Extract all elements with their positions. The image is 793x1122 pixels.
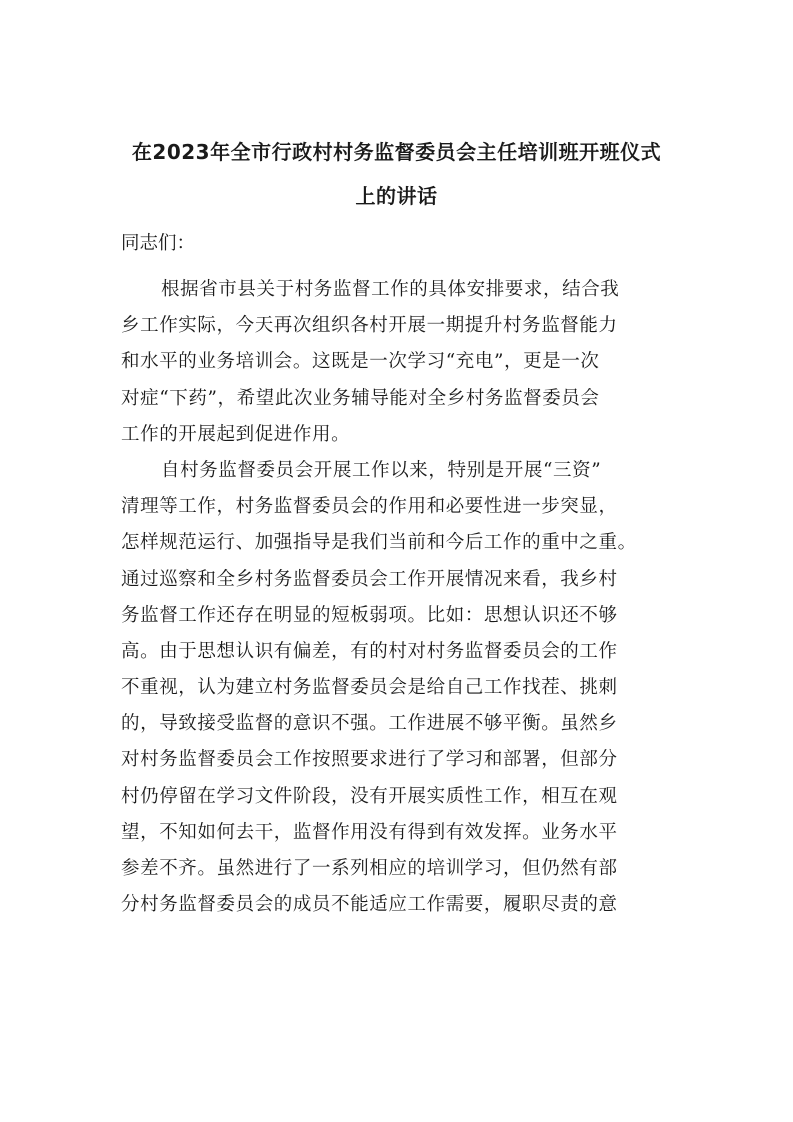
body-line: 对村务监督委员会工作按照要求进行了学习和部署，但部分	[121, 749, 618, 771]
salutation: 同志们：	[121, 233, 196, 254]
body-line: 参差不齐。虽然进行了一系列相应的培训学习，但仍然有部	[121, 858, 618, 879]
body-line: 自村务监督委员会开展工作以来，特别是开展“三资”	[161, 459, 602, 481]
body-line: 村仍停留在学习文件阶段，没有开展实质性工作，相互在观	[121, 785, 618, 807]
body-line: 乡工作实际，今天再次组织各村开展一期提升村务监督能力	[121, 315, 618, 337]
body-line: 和水平的业务培训会。这既是一次学习“充电”，更是一次	[121, 351, 600, 373]
body-line: 根据省市县关于村务监督工作的具体安排要求，结合我	[161, 279, 620, 300]
body-line: 清理等工作，村务监督委员会的作用和必要性进一步突显，	[121, 496, 618, 518]
body-line: 通过巡察和全乡村务监督委员会工作开展情况来看，我乡村	[121, 568, 618, 590]
body-line: 高。由于思想认识有偏差，有的村对村务监督委员会的工作	[121, 640, 618, 662]
body-line: 怎样规范运行、加强指导是我们当前和今后工作的重中之重。	[121, 532, 637, 554]
body-line: 对症“下药”，希望此次业务辅导能对全乡村务监督委员会	[121, 387, 600, 409]
document-title	[0, 130, 793, 218]
title-line-2: 上的讲话	[355, 184, 438, 208]
body-line: 分村务监督委员会的成员不能适应工作需要，履职尽责的意	[121, 894, 618, 916]
body-line: 不重视，认为建立村务监督委员会是给自己工作找茬、挑刺	[121, 677, 618, 699]
body-line: 务监督工作还存在明显的短板弱项。比如：思想认识还不够	[121, 604, 618, 626]
body-line: 望，不知如何去干，监督作用没有得到有效发挥。业务水平	[121, 821, 618, 843]
body-text	[121, 272, 681, 923]
body-line: 工作的开展起到促进作用。	[121, 423, 351, 445]
title-line-1: 在2023年全市行政村村务监督委员会主任培训班开班仪式	[131, 140, 662, 164]
body-line: 的，导致接受监督的意识不强。工作进展不够平衡。虽然乡	[121, 713, 618, 735]
